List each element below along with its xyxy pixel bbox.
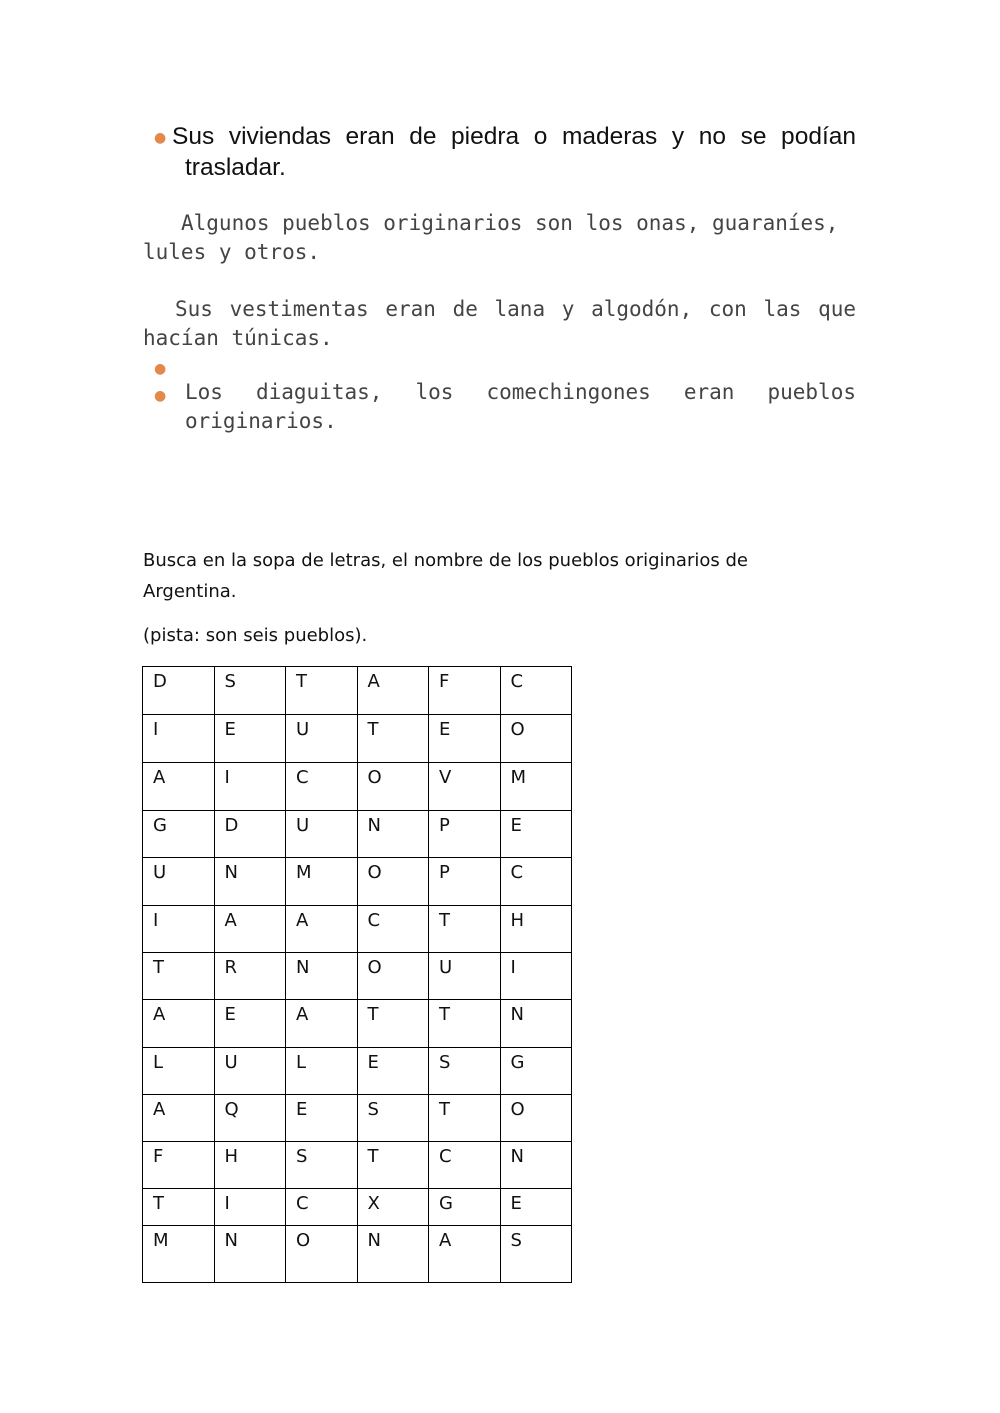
- grid-cell: T: [429, 1000, 501, 1048]
- grid-cell: V: [429, 763, 501, 811]
- bullet-text-viviendas: Sus viviendas eran de piedra o maderas y no se podían: [172, 123, 856, 150]
- grid-cell: C: [500, 858, 572, 906]
- grid-cell: A: [143, 1095, 215, 1142]
- bullet-dot: ●: [154, 130, 167, 146]
- grid-cell: Q: [214, 1095, 286, 1142]
- grid-cell: G: [429, 1189, 501, 1226]
- grid-cell: F: [143, 1142, 215, 1189]
- grid-cell: H: [500, 906, 572, 953]
- grid-cell: E: [214, 1000, 286, 1048]
- grid-cell: N: [214, 858, 286, 906]
- grid-cell: O: [357, 858, 429, 906]
- grid-cell: S: [357, 1095, 429, 1142]
- grid-cell: O: [500, 715, 572, 763]
- grid-cell: N: [500, 1142, 572, 1189]
- grid-row: [143, 1095, 572, 1142]
- grid-cell: U: [286, 715, 358, 763]
- grid-row: [143, 906, 572, 953]
- grid-row: [143, 858, 572, 906]
- grid-cell: U: [214, 1048, 286, 1095]
- word-search-grid: [142, 666, 572, 1283]
- grid-row: [143, 953, 572, 1000]
- grid-cell: A: [429, 1226, 501, 1283]
- hint-text: (pista: son seis pueblos).: [143, 625, 368, 646]
- grid-cell: D: [214, 811, 286, 858]
- grid-cell: I: [143, 906, 215, 953]
- grid-row: [143, 1048, 572, 1095]
- grid-cell: O: [357, 763, 429, 811]
- grid-cell: L: [143, 1048, 215, 1095]
- grid-cell: C: [357, 906, 429, 953]
- grid-cell: I: [500, 953, 572, 1000]
- instruction-text: Busca en la sopa de letras, el nombre de los pueblos originarios de Argentina.: [143, 550, 748, 602]
- grid-cell: D: [143, 667, 215, 715]
- grid-cell: T: [429, 1095, 501, 1142]
- grid-cell: M: [143, 1226, 215, 1283]
- grid-cell: S: [500, 1226, 572, 1283]
- grid-cell: A: [214, 906, 286, 953]
- grid-cell: S: [286, 1142, 358, 1189]
- grid-cell: E: [214, 715, 286, 763]
- grid-cell: P: [429, 858, 501, 906]
- grid-cell: C: [286, 763, 358, 811]
- grid-cell: R: [214, 953, 286, 1000]
- grid-cell: F: [429, 667, 501, 715]
- grid-cell: N: [357, 811, 429, 858]
- grid-row: [143, 715, 572, 763]
- grid-cell: M: [500, 763, 572, 811]
- grid-cell: C: [286, 1189, 358, 1226]
- paragraph-vestimentas: Sus vestimentas eran de lana y algodón, con las que hacían túnicas.: [143, 297, 856, 350]
- grid-cell: I: [214, 763, 286, 811]
- grid-cell: N: [357, 1226, 429, 1283]
- grid-row: [143, 763, 572, 811]
- grid-cell: N: [286, 953, 358, 1000]
- grid-cell: E: [286, 1095, 358, 1142]
- grid-cell: T: [357, 1142, 429, 1189]
- grid-cell: S: [429, 1048, 501, 1095]
- grid-cell: E: [500, 811, 572, 858]
- grid-cell: X: [357, 1189, 429, 1226]
- grid-cell: U: [429, 953, 501, 1000]
- grid-cell: U: [143, 858, 215, 906]
- grid-row: [143, 1000, 572, 1048]
- grid-cell: G: [500, 1048, 572, 1095]
- grid-cell: N: [214, 1226, 286, 1283]
- grid-cell: E: [500, 1189, 572, 1226]
- grid-cell: A: [286, 1000, 358, 1048]
- grid-cell: G: [143, 811, 215, 858]
- paragraph-pueblos: Algunos pueblos originarios son los onas, guaraníes, lules y otros.: [143, 211, 839, 264]
- grid-cell: I: [214, 1189, 286, 1226]
- grid-cell: A: [143, 1000, 215, 1048]
- grid-cell: T: [357, 1000, 429, 1048]
- grid-cell: S: [214, 667, 286, 715]
- grid-row: [143, 667, 572, 715]
- grid-cell: O: [357, 953, 429, 1000]
- grid-cell: H: [214, 1142, 286, 1189]
- grid-cell: C: [500, 667, 572, 715]
- grid-cell: A: [357, 667, 429, 715]
- grid-cell: P: [429, 811, 501, 858]
- grid-cell: M: [286, 858, 358, 906]
- grid-row: [143, 811, 572, 858]
- grid-cell: O: [500, 1095, 572, 1142]
- grid-cell: T: [429, 906, 501, 953]
- grid-cell: A: [286, 906, 358, 953]
- bullet-text-viviendas-cont: trasladar.: [185, 154, 286, 181]
- grid-cell: O: [286, 1226, 358, 1283]
- grid-cell: A: [143, 763, 215, 811]
- bullet-dot: ●: [154, 388, 167, 404]
- grid-cell: E: [357, 1048, 429, 1095]
- grid-row: [143, 1189, 572, 1226]
- grid-row: [143, 1226, 572, 1283]
- grid-cell: U: [286, 811, 358, 858]
- grid-cell: T: [143, 1189, 215, 1226]
- grid-cell: C: [429, 1142, 501, 1189]
- grid-row: [143, 1142, 572, 1189]
- bullet-dot-empty: ●: [154, 361, 167, 377]
- grid-cell: T: [143, 953, 215, 1000]
- grid-cell: T: [286, 667, 358, 715]
- grid-cell: L: [286, 1048, 358, 1095]
- grid-cell: I: [143, 715, 215, 763]
- grid-cell: N: [500, 1000, 572, 1048]
- bullet-text-diaguitas: Los diaguitas, los comechingones eran pueblos originarios.: [185, 380, 856, 433]
- grid-cell: T: [357, 715, 429, 763]
- grid-cell: E: [429, 715, 501, 763]
